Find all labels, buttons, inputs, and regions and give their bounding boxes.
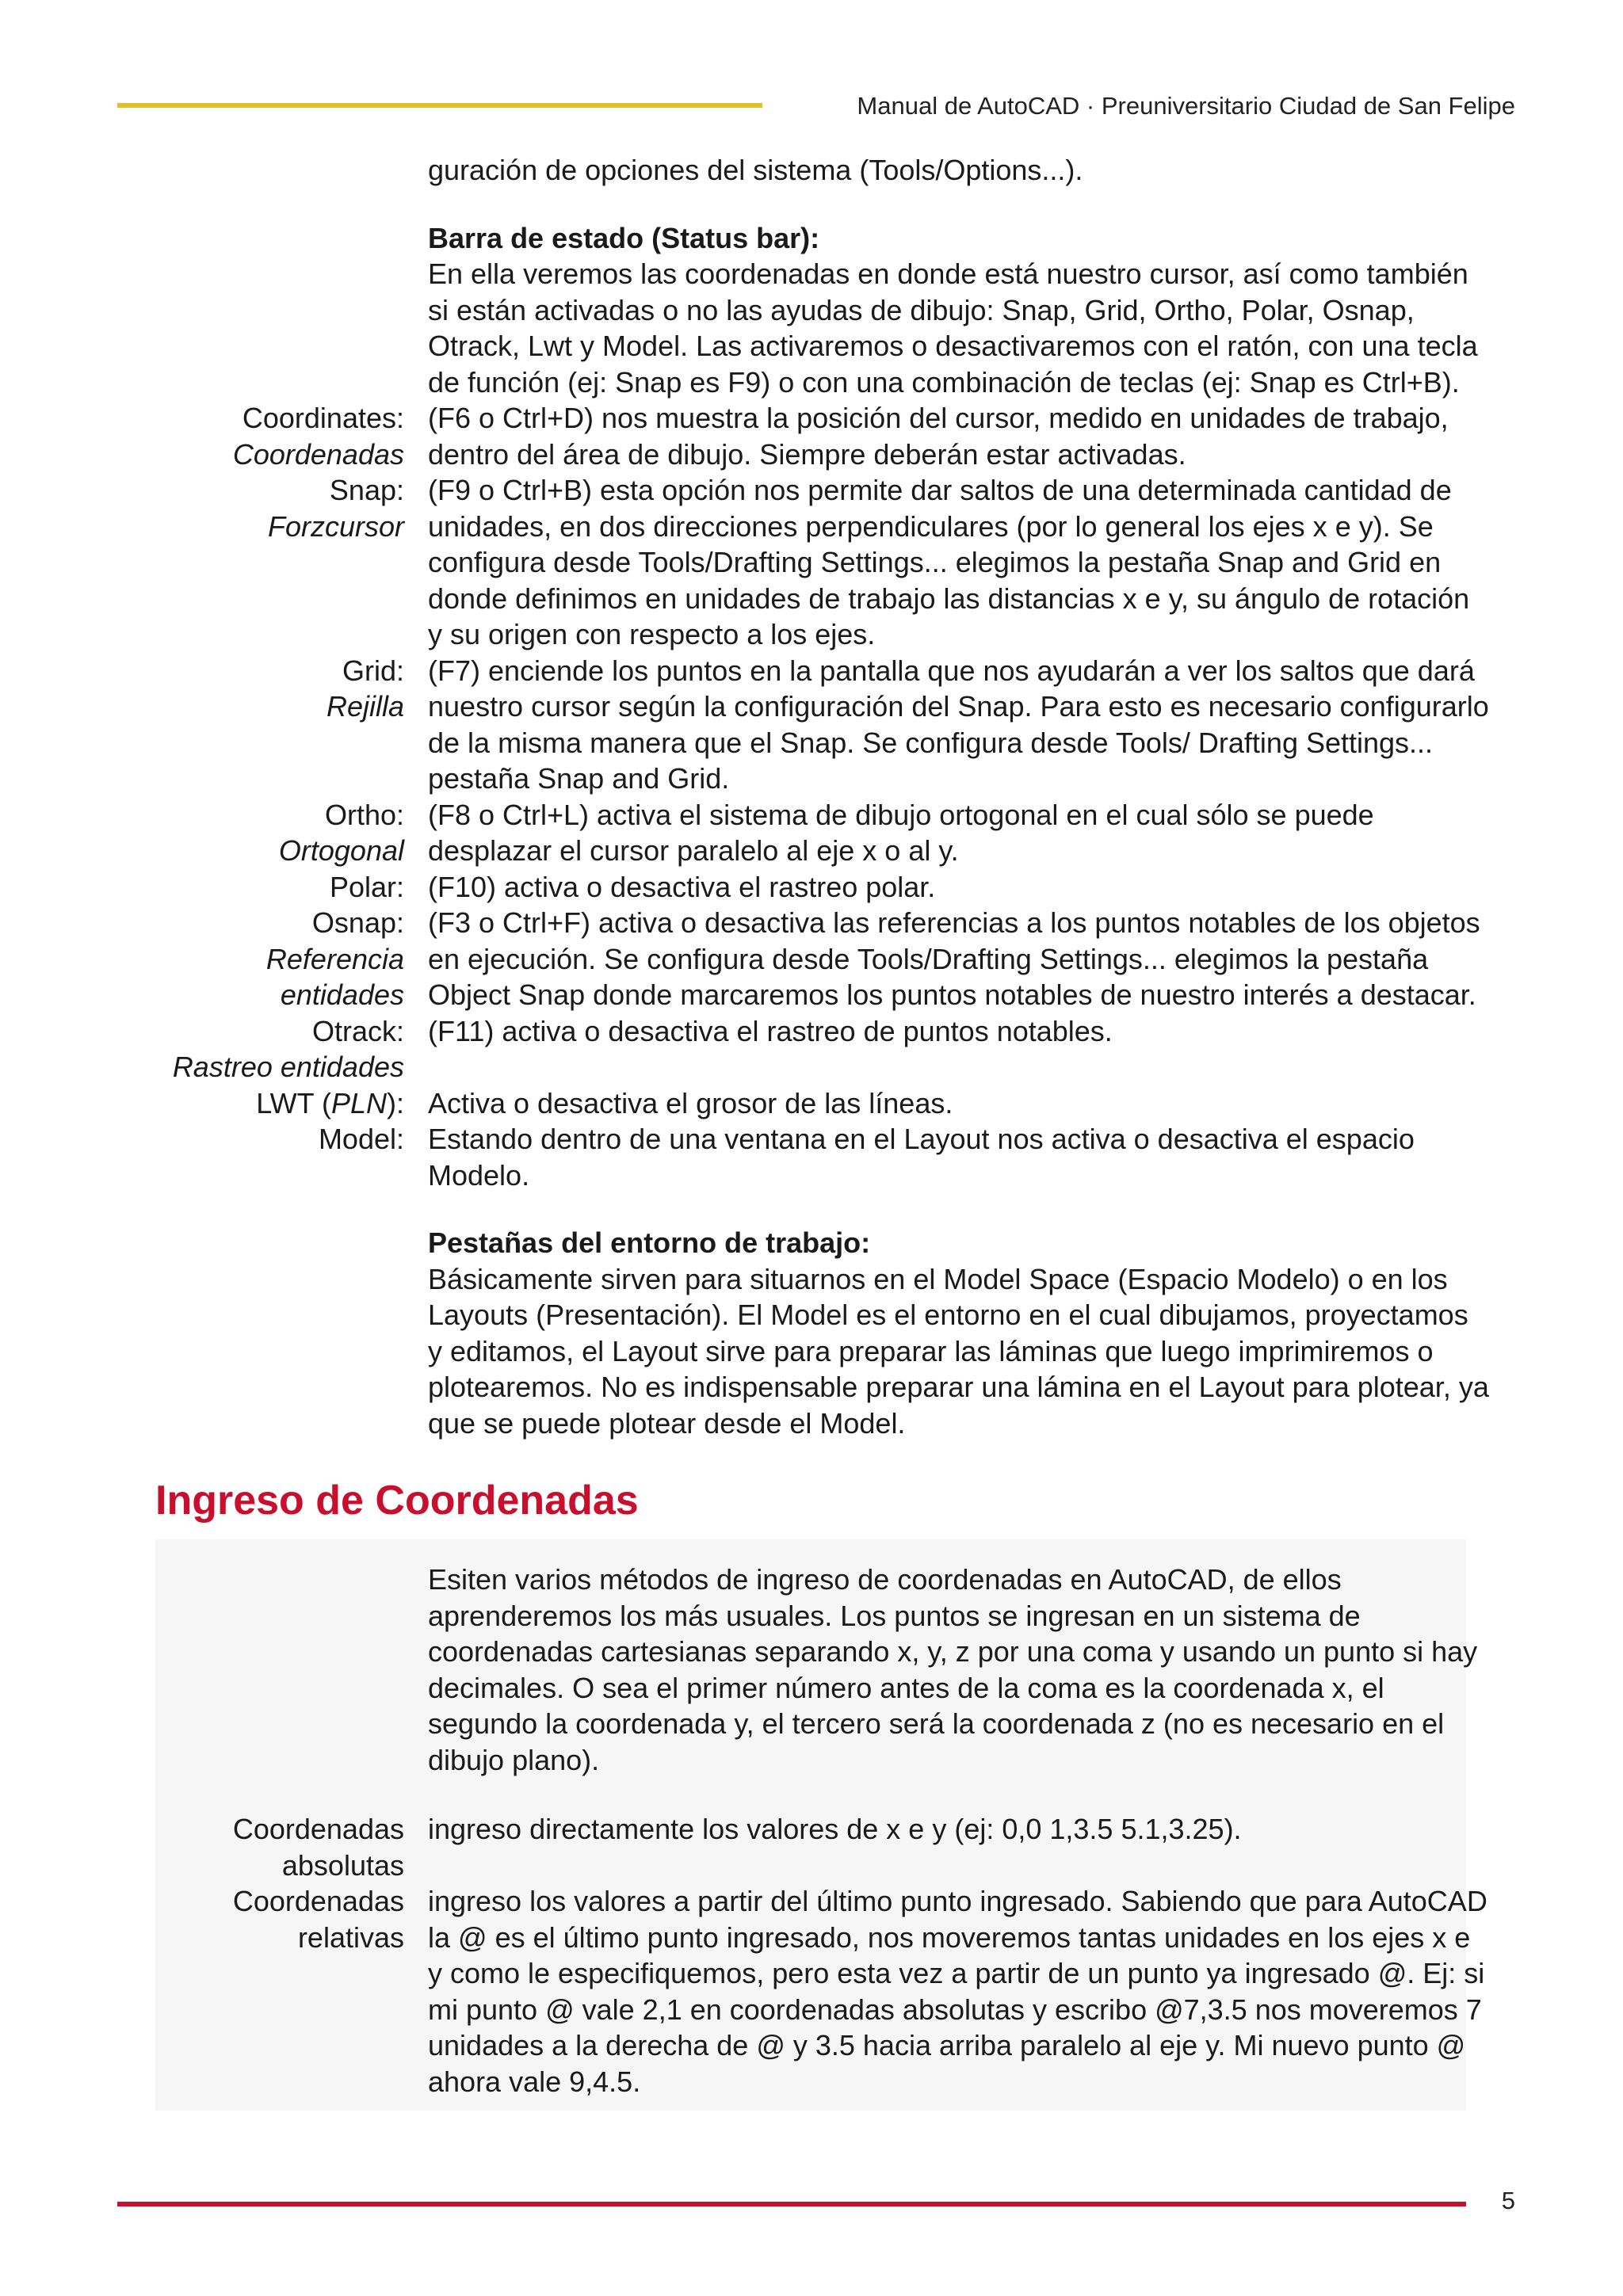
term-name: Otrack:: [311, 1014, 404, 1047]
term-description: (F3 o Ctrl+F) activa o desactiva las referencias a los puntos notables de los objetos en ejecución. Se configura desde Tools/Drafting Settings... elegimos la pestaña Object Snap donde marcaremos los puntos notables de nuestro interés a destacar.: [428, 906, 1480, 1011]
page-content: [0, 152, 1623, 2111]
term-description: ingreso directamente los valores de x e y (ej: 0,0 1,3.5 5.1,3.25).: [428, 1813, 1242, 1845]
term-name: Coordenadas: [232, 1885, 404, 1917]
term-description: (F9 o Ctrl+B) esta opción nos permite dar saltos de una determinada cantidad de unidades, en dos direcciones perpendiculares (por lo general los ejes x e y). Se configura desde Tools/Drafting Settings... elegimos la pestaña Snap and Grid en donde definimos en unidades de trabajo las distancias x e y, su ángulo de rotación y su origen con respecto a los ejes.: [428, 474, 1470, 650]
definition-row-coordinates: [0, 400, 1623, 472]
definition-row-model: [0, 1121, 1623, 1193]
term-description: (F7) enciende los puntos en la pantalla que nos ayudarán a ver los saltos que dará nuestro cursor según la configuración del Snap. Para esto es necesario configurarlo de la misma manera que el Snap. Se configura desde Tools/ Drafting Settings... pestaña Snap and Grid.: [428, 654, 1489, 795]
term-description: (F11) activa o desactiva el rastreo de puntos notables.: [428, 1014, 1113, 1047]
term-name: LWT (PLN):: [256, 1086, 404, 1119]
tabs-section-row: [0, 1225, 1623, 1441]
footer-rule: [117, 2202, 1466, 2206]
term-description: (F6 o Ctrl+D) nos muestra la posición del cursor, medido en unidades de trabajo, dentro del área de dibujo. Siempre deberán estar activadas.: [428, 402, 1449, 471]
term-alias: Coordenadas: [232, 437, 404, 471]
intro-continuation-row: [0, 152, 1623, 189]
definition-row-lwt: [0, 1085, 1623, 1122]
term-alias: Forzcursor: [267, 509, 404, 543]
intro-continuation: guración de opciones del sistema (Tools/Options...).: [428, 154, 1083, 186]
definition-row-osnap: [0, 905, 1623, 1013]
tabs-section-title: Pestañas del entorno de trabajo:: [428, 1226, 871, 1259]
term-description: ingreso los valores a partir del último punto ingresado. Sabiendo que para AutoCAD la @ es el último punto ingresado, nos moveremos tantas unidades en los ejes x e y como le especifiquemos, pero esta vez a partir de un punto ya ingresado @. Ej: si mi punto @ vale 2,1 en coordenadas absolutas y escribo @7,3.5 nos moveremos 7 unidades a la derecha de @ y 3.5 hacia arriba paralelo al eje y. Mi nuevo punto @ ahora vale 9,4.5.: [428, 1885, 1487, 2098]
tabs-section-body: Básicamente sirven para situarnos en el Model Space (Espacio Modelo) o en los Layouts (Presentación). El Model es el entorno en el cual dibujamos, proyectamos y editamos, el Layout sirve para preparar las láminas que luego imprimiremos o plotearemos. No es indispensable preparar una lámina en el Layout para plotear, ya que se puede plotear desde el Model.: [428, 1262, 1489, 1440]
term-description: (F10) activa o desactiva el rastreo polar.: [428, 870, 936, 903]
term-description: Estando dentro de una ventana en el Layout nos activa o desactiva el espacio Modelo.: [428, 1123, 1415, 1192]
term-name: Osnap:: [311, 906, 404, 939]
coordinates-intro-row: [155, 1562, 1478, 1778]
term-description: (F8 o Ctrl+L) activa el sistema de dibujo ortogonal en el cual sólo se puede desplazar el cursor paralelo al eje x o al y.: [428, 798, 1374, 867]
term-alias: Rejilla: [326, 690, 404, 723]
term-name: Model:: [318, 1123, 404, 1155]
term-name: Coordinates:: [242, 402, 404, 434]
term-name-line2: absolutas: [281, 1848, 404, 1882]
term-name: Coordenadas: [232, 1813, 404, 1845]
definition-row-snap: [0, 472, 1623, 653]
header-rule: [117, 103, 762, 108]
term-description: Activa o desactiva el grosor de las líneas.: [428, 1086, 953, 1119]
coordinates-panel: [155, 1539, 1487, 2111]
definition-row-ortho: [0, 797, 1623, 869]
page-number: 5: [1501, 2187, 1515, 2214]
definition-row-relative: [155, 1883, 1487, 2100]
definition-row-absolute: [155, 1811, 1466, 1883]
term-name: Snap:: [329, 474, 404, 506]
term-name-line2: relativas: [297, 1920, 404, 1954]
definition-row-grid: [0, 653, 1623, 797]
term-alias: Referencia entidades: [265, 942, 404, 1011]
section-heading: Ingreso de Coordenadas: [155, 1478, 639, 1524]
term-alias: Rastreo entidades: [172, 1051, 404, 1083]
running-head: Manual de AutoCAD · Preuniversitario Ciudad de San Felipe: [857, 92, 1515, 120]
status-bar-title: Barra de estado (Status bar):: [428, 221, 820, 254]
status-bar-intro-row: [0, 220, 1623, 401]
term-alias: Ortogonal: [278, 834, 404, 867]
coordinates-intro: Esiten varios métodos de ingreso de coordenadas en AutoCAD, de ellos aprenderemos los más usuales. Los puntos se ingresan en un sistema de coordenadas cartesianas separando x, y, z por una coma y usando un punto si hay decimales. O sea el primer número antes de la coma es la coordenada x, el segundo la coordenada y, el tercero será la coordenada z (no es necesario en el dibujo plano).: [428, 1563, 1478, 1776]
definition-row-polar: [0, 869, 1623, 906]
definition-row-otrack: [0, 1013, 1623, 1085]
term-name: Polar:: [329, 870, 404, 903]
status-bar-body: En ella veremos las coordenadas en donde está nuestro cursor, así como también si están activadas o no las ayudas de dibujo: Snap, Grid, Ortho, Polar, Osnap, Otrack, Lwt y Model. Las activaremos o desactivaremos con el ratón, con una tecla de función (ej: Snap es F9) o con una combinación de teclas (ej: Snap es Ctrl+B).: [428, 257, 1478, 399]
term-name: Grid:: [342, 654, 404, 687]
term-name: Ortho:: [324, 798, 404, 831]
